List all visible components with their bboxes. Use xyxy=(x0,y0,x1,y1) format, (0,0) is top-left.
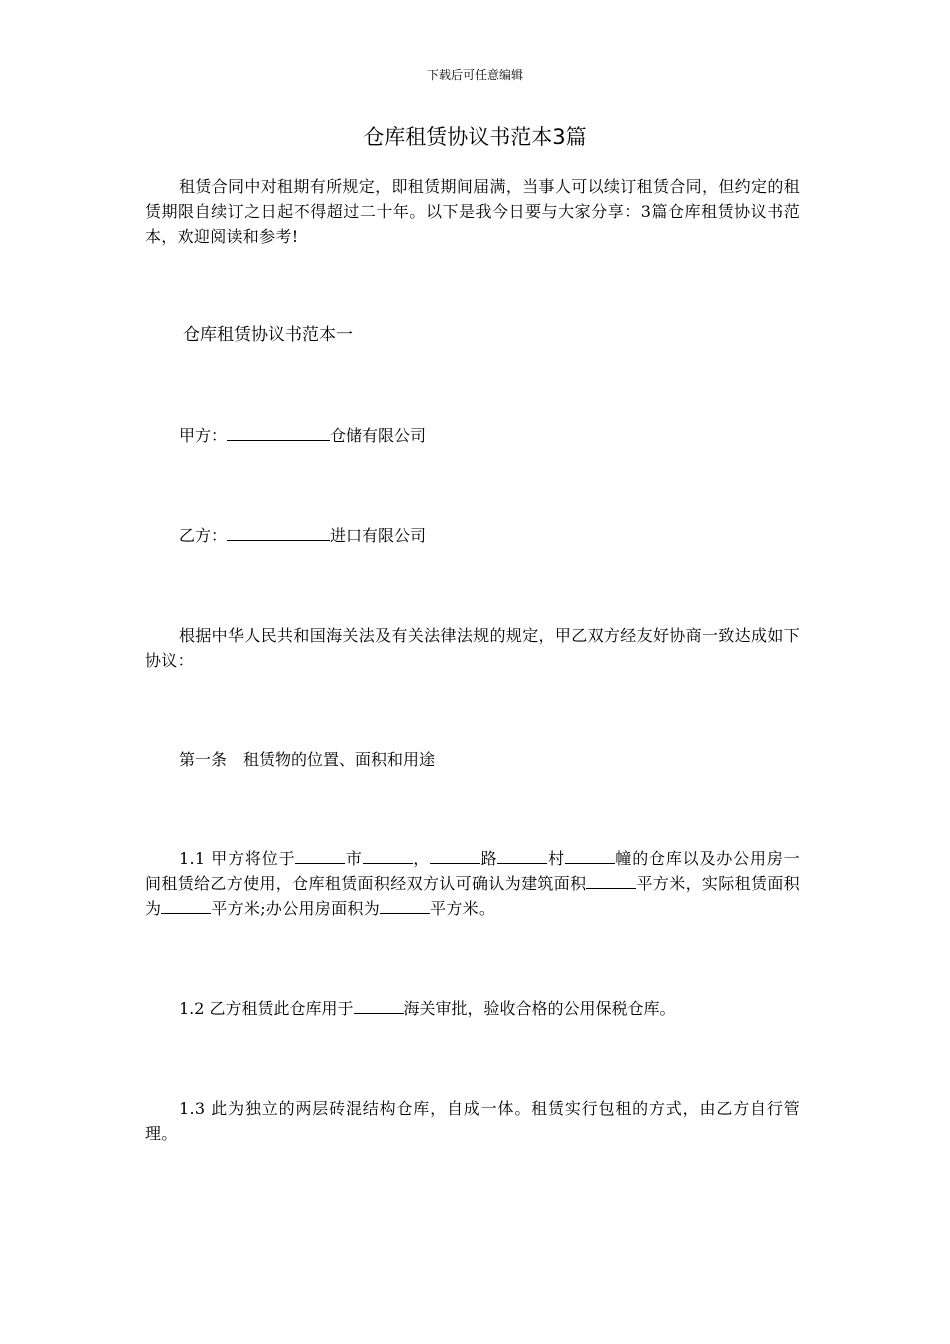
preamble-paragraph: 根据中华人民共和国海关法及有关法律法规的规定，甲乙双方经友好协商一致达成如下协议： xyxy=(145,626,800,670)
party-b-label: 乙方： xyxy=(179,526,228,545)
header-note: 下载后可任意编辑 xyxy=(426,68,523,82)
blank-building-area xyxy=(586,871,636,889)
clause-1-2 xyxy=(145,996,834,1021)
document-title: 仓库租赁协议书范本3篇 xyxy=(363,125,587,149)
clause-1-1-text: 路 xyxy=(480,849,498,868)
clause-1-2-text: 海关审批，验收合格的公用保税仓库。 xyxy=(403,999,676,1018)
party-a-line xyxy=(145,423,834,448)
blank-building xyxy=(565,846,615,864)
clause-1-1-text: ， xyxy=(412,849,431,868)
blank-district xyxy=(363,846,413,864)
party-a-suffix: 仓储有限公司 xyxy=(330,426,427,445)
clause-1-1-text: 平方米，实际租赁面积为 xyxy=(145,874,800,918)
party-b-line xyxy=(145,523,834,548)
party-b-blank xyxy=(227,523,330,541)
party-a-blank xyxy=(227,423,330,441)
blank-office-area xyxy=(380,896,430,914)
party-a-label: 甲方： xyxy=(179,426,228,445)
clause-1-3: 1.3 此为独立的两层砖混结构仓库，自成一体。租赁实行包租的方式，由乙方自行管理。 xyxy=(145,1099,800,1143)
clause-1-1-text: 平方米。 xyxy=(430,899,496,918)
party-b-suffix: 进口有限公司 xyxy=(330,526,427,545)
blank-city xyxy=(295,846,345,864)
blank-village xyxy=(497,846,547,864)
clause-1-2-text: 1.2 乙方租赁此仓库用于 xyxy=(179,999,354,1018)
clause-1-1-text: 市 xyxy=(345,849,363,868)
clause-1-1 xyxy=(145,846,800,921)
clause-1-1-text: 平方米;办公用房面积为 xyxy=(211,899,381,918)
blank-customs xyxy=(354,996,404,1014)
blank-road xyxy=(430,846,480,864)
clause-1-1-text: 村 xyxy=(547,849,565,868)
section-title: 仓库租赁协议书范本一 xyxy=(183,325,353,345)
intro-paragraph: 租赁合同中对租期有所规定，即租赁期间届满，当事人可以续订租赁合同，但约定的租赁期限自续订之日起不得超过二十年。以下是我今日要与大家分享：3篇仓库租赁协议书范本，欢迎阅读和参考! xyxy=(145,177,800,246)
blank-actual-area xyxy=(161,896,211,914)
article-1-title: 第一条 租赁物的位置、面积和用途 xyxy=(179,750,436,769)
clause-1-1-text: 1.1 甲方将位于 xyxy=(179,849,296,868)
clause-1-1-text: 幢的仓库以及办公用房一间租赁给乙方使用，仓库租赁面积经双方认可确认为建筑面积 xyxy=(145,849,800,893)
